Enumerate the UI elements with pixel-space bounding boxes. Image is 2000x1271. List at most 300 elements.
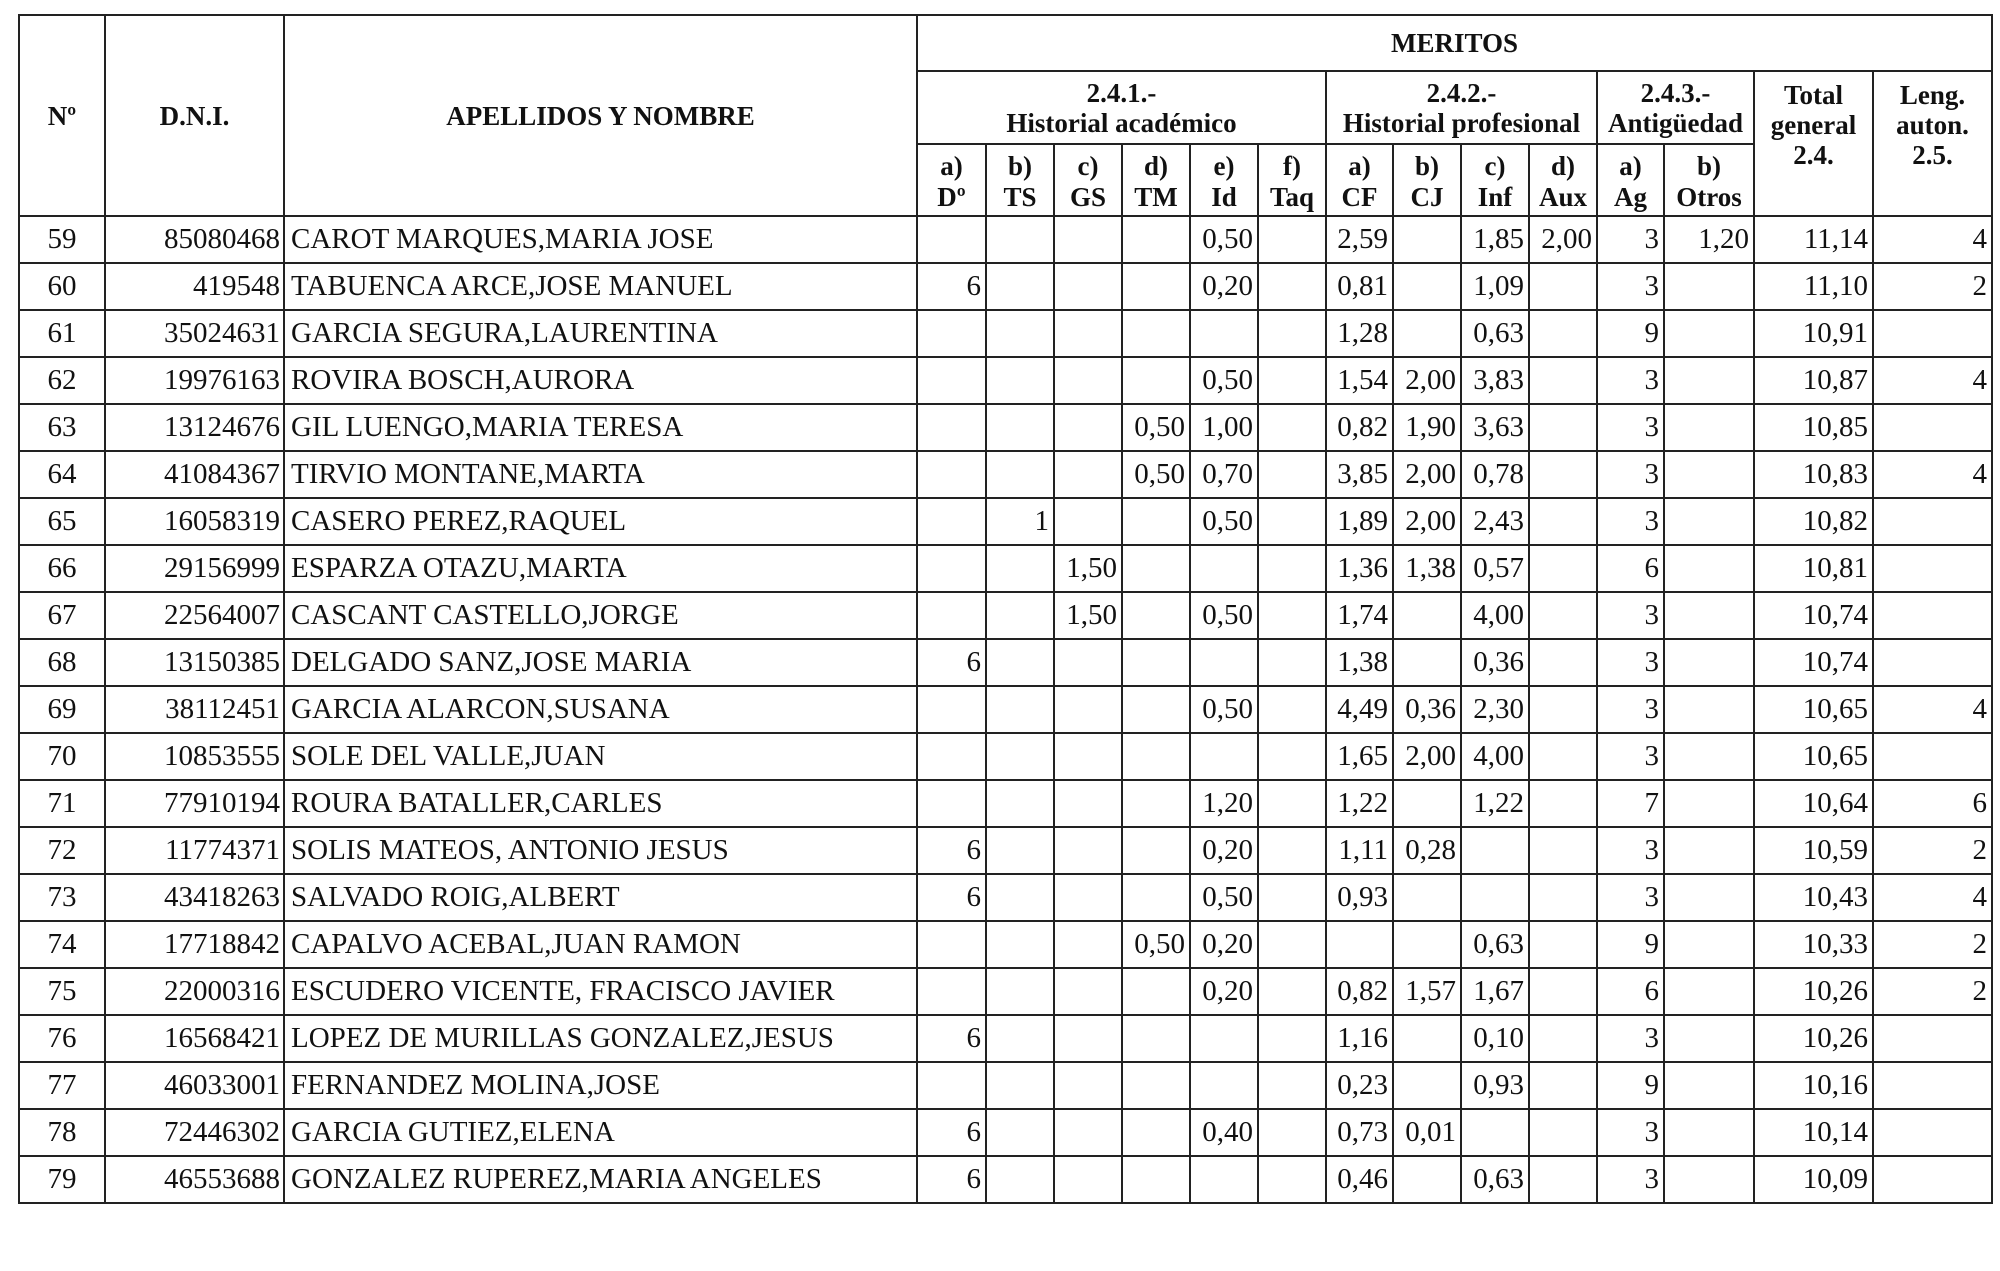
- leng-line-2: auton.: [1896, 110, 1969, 140]
- cell-merit: [1664, 921, 1754, 968]
- table-row: [19, 639, 1992, 686]
- cell-merit: [1258, 733, 1326, 780]
- cell-merit: [1258, 545, 1326, 592]
- cell-merit: 3: [1597, 263, 1664, 310]
- cell-merit: 3,85: [1326, 451, 1393, 498]
- cell-merit: 2,00: [1529, 216, 1597, 263]
- cell-dni: 22564007: [105, 592, 284, 639]
- cell-merit: [1393, 592, 1461, 639]
- cell-merit: [1529, 451, 1597, 498]
- cell-merit: 4,49: [1326, 686, 1393, 733]
- cell-merit: [986, 451, 1054, 498]
- cell-total: 10,64: [1754, 780, 1873, 827]
- cell-merit: [1393, 1156, 1461, 1203]
- cell-merit: 6: [1597, 545, 1664, 592]
- cell-merit: [1529, 874, 1597, 921]
- cell-num: 79: [19, 1156, 105, 1203]
- cell-merit: [1529, 404, 1597, 451]
- cell-merit: [1529, 733, 1597, 780]
- cell-merit: 0,01: [1393, 1109, 1461, 1156]
- cell-merit: 6: [917, 874, 986, 921]
- cell-merit: [1122, 1015, 1190, 1062]
- cell-merit: [1258, 404, 1326, 451]
- cell-merit: 3,63: [1461, 404, 1529, 451]
- cell-total: 10,91: [1754, 310, 1873, 357]
- cell-dni: 16058319: [105, 498, 284, 545]
- cell-merit: [1258, 1015, 1326, 1062]
- cell-leng: [1873, 1109, 1992, 1156]
- group2-code: 2.4.2.-: [1426, 77, 1497, 108]
- cell-merit: [1258, 921, 1326, 968]
- subheader-col: d) Aux: [1529, 144, 1597, 216]
- cell-merit: [917, 545, 986, 592]
- cell-merit: [1054, 498, 1122, 545]
- cell-merit: 1,22: [1326, 780, 1393, 827]
- cell-num: 67: [19, 592, 105, 639]
- leng-line-1: Leng.: [1899, 80, 1966, 110]
- cell-merit: 0,20: [1190, 921, 1258, 968]
- cell-merit: [1054, 1062, 1122, 1109]
- cell-dni: 43418263: [105, 874, 284, 921]
- cell-merit: [986, 310, 1054, 357]
- cell-leng: [1873, 498, 1992, 545]
- group3-code: 2.4.3.-: [1640, 77, 1711, 108]
- cell-dni: 46553688: [105, 1156, 284, 1203]
- cell-merit: [1054, 357, 1122, 404]
- cell-merit: [1393, 1062, 1461, 1109]
- cell-merit: [1393, 310, 1461, 357]
- table-row: [19, 874, 1992, 921]
- cell-merit: [1122, 1109, 1190, 1156]
- cell-merit: 1,20: [1190, 780, 1258, 827]
- cell-merit: [1393, 780, 1461, 827]
- cell-merit: 0,20: [1190, 263, 1258, 310]
- cell-name: LOPEZ DE MURILLAS GONZALEZ,JESUS: [284, 1015, 917, 1062]
- cell-merit: [1122, 968, 1190, 1015]
- cell-merit: [1529, 968, 1597, 1015]
- cell-merit: [1122, 780, 1190, 827]
- cell-merit: [986, 263, 1054, 310]
- cell-total: 10,09: [1754, 1156, 1873, 1203]
- cell-merit: 3,83: [1461, 357, 1529, 404]
- subheader-col: c) Inf: [1461, 144, 1529, 216]
- cell-leng: [1873, 639, 1992, 686]
- cell-merit: [1054, 921, 1122, 968]
- cell-leng: 4: [1873, 874, 1992, 921]
- cell-leng: 4: [1873, 686, 1992, 733]
- cell-merit: 6: [917, 827, 986, 874]
- cell-merit: 1,50: [1054, 592, 1122, 639]
- cell-merit: 3: [1597, 357, 1664, 404]
- cell-total: 10,74: [1754, 639, 1873, 686]
- cell-name: CAPALVO ACEBAL,JUAN RAMON: [284, 921, 917, 968]
- cell-merit: [917, 357, 986, 404]
- cell-merit: [1664, 451, 1754, 498]
- cell-merit: [1529, 545, 1597, 592]
- cell-merit: 4,00: [1461, 733, 1529, 780]
- cell-merit: 6: [917, 1015, 986, 1062]
- subheader-col: a) Dº: [917, 144, 986, 216]
- cell-merit: [986, 545, 1054, 592]
- table-row: [19, 592, 1992, 639]
- cell-merit: 6: [917, 1109, 986, 1156]
- cell-merit: [986, 874, 1054, 921]
- cell-merit: 1,20: [1664, 216, 1754, 263]
- cell-merit: [1190, 310, 1258, 357]
- cell-name: SALVADO ROIG,ALBERT: [284, 874, 917, 921]
- cell-merit: 6: [917, 263, 986, 310]
- cell-num: 73: [19, 874, 105, 921]
- cell-merit: [986, 1156, 1054, 1203]
- total-line-2: general: [1770, 110, 1857, 140]
- cell-merit: 3: [1597, 827, 1664, 874]
- cell-merit: 0,50: [1190, 498, 1258, 545]
- cell-merit: [1393, 1015, 1461, 1062]
- table-row: [19, 545, 1992, 592]
- cell-merit: 0,36: [1461, 639, 1529, 686]
- cell-merit: 0,50: [1190, 592, 1258, 639]
- header-dni: D.N.I.: [105, 15, 284, 216]
- cell-num: 59: [19, 216, 105, 263]
- cell-merit: [1664, 968, 1754, 1015]
- table-row: [19, 498, 1992, 545]
- cell-leng: [1873, 1062, 1992, 1109]
- table-row: [19, 310, 1992, 357]
- cell-merit: 1,90: [1393, 404, 1461, 451]
- subheader-col: c) GS: [1054, 144, 1122, 216]
- cell-dni: 13150385: [105, 639, 284, 686]
- cell-merit: [1258, 357, 1326, 404]
- cell-merit: [1529, 780, 1597, 827]
- cell-merit: [1122, 357, 1190, 404]
- cell-num: 77: [19, 1062, 105, 1109]
- cell-merit: [1054, 310, 1122, 357]
- cell-merit: 0,93: [1326, 874, 1393, 921]
- cell-merit: [1122, 1062, 1190, 1109]
- cell-merit: [1054, 1015, 1122, 1062]
- cell-total: 10,87: [1754, 357, 1873, 404]
- cell-merit: 6: [1597, 968, 1664, 1015]
- cell-merit: [986, 639, 1054, 686]
- cell-merit: 0,23: [1326, 1062, 1393, 1109]
- cell-merit: 1,11: [1326, 827, 1393, 874]
- cell-merit: 3: [1597, 874, 1664, 921]
- table-body: [19, 216, 1992, 1203]
- cell-merit: [1122, 263, 1190, 310]
- cell-merit: 3: [1597, 404, 1664, 451]
- cell-name: CASCANT CASTELLO,JORGE: [284, 592, 917, 639]
- cell-merit: 4,00: [1461, 592, 1529, 639]
- cell-merit: 0,50: [1122, 404, 1190, 451]
- cell-total: 11,14: [1754, 216, 1873, 263]
- cell-merit: 2,00: [1393, 498, 1461, 545]
- cell-total: 10,83: [1754, 451, 1873, 498]
- cell-merit: [1326, 921, 1393, 968]
- subheader-col: a) CF: [1326, 144, 1393, 216]
- cell-merit: [1529, 921, 1597, 968]
- leng-line-3: 2.5.: [1912, 140, 1953, 170]
- table-row: [19, 1156, 1992, 1203]
- cell-merit: [1054, 451, 1122, 498]
- cell-dni: 13124676: [105, 404, 284, 451]
- cell-merit: [1664, 545, 1754, 592]
- cell-merit: [1258, 1156, 1326, 1203]
- cell-merit: [1122, 827, 1190, 874]
- cell-merit: [917, 1062, 986, 1109]
- cell-merit: 0,93: [1461, 1062, 1529, 1109]
- table-row: [19, 1015, 1992, 1062]
- cell-merit: 1,65: [1326, 733, 1393, 780]
- cell-merit: 3: [1597, 592, 1664, 639]
- header-group-historial-profesional: [1326, 71, 1597, 144]
- cell-dni: 16568421: [105, 1015, 284, 1062]
- cell-merit: 3: [1597, 498, 1664, 545]
- cell-merit: [1529, 592, 1597, 639]
- cell-merit: 1,74: [1326, 592, 1393, 639]
- cell-dni: 11774371: [105, 827, 284, 874]
- cell-merit: 1,50: [1054, 545, 1122, 592]
- cell-merit: 3: [1597, 1015, 1664, 1062]
- cell-merit: [986, 733, 1054, 780]
- cell-merit: 1,57: [1393, 968, 1461, 1015]
- header-name: APELLIDOS Y NOMBRE: [284, 15, 917, 216]
- cell-merit: [1461, 874, 1529, 921]
- cell-merit: [1529, 357, 1597, 404]
- group1-name: Historial académico: [1006, 107, 1237, 138]
- cell-dni: 38112451: [105, 686, 284, 733]
- cell-merit: [986, 780, 1054, 827]
- cell-merit: [1258, 1062, 1326, 1109]
- cell-leng: [1873, 733, 1992, 780]
- cell-merit: [917, 733, 986, 780]
- cell-merit: 6: [917, 1156, 986, 1203]
- cell-total: 10,82: [1754, 498, 1873, 545]
- cell-merit: [1529, 686, 1597, 733]
- cell-merit: [1054, 639, 1122, 686]
- cell-merit: 3: [1597, 733, 1664, 780]
- cell-total: 10,65: [1754, 686, 1873, 733]
- cell-name: SOLIS MATEOS, ANTONIO JESUS: [284, 827, 917, 874]
- cell-merit: [986, 404, 1054, 451]
- cell-merit: [1122, 310, 1190, 357]
- cell-merit: [1664, 310, 1754, 357]
- cell-merit: [1122, 498, 1190, 545]
- cell-merit: [1529, 639, 1597, 686]
- cell-name: GARCIA ALARCON,SUSANA: [284, 686, 917, 733]
- cell-merit: 0,78: [1461, 451, 1529, 498]
- header-num: Nº: [19, 15, 105, 216]
- cell-total: 10,26: [1754, 1015, 1873, 1062]
- group2-name: Historial profesional: [1342, 107, 1581, 138]
- cell-merit: [986, 968, 1054, 1015]
- cell-merit: [1258, 1109, 1326, 1156]
- cell-merit: [1664, 357, 1754, 404]
- header-group-antiguedad: [1597, 71, 1754, 144]
- cell-merit: 0,36: [1393, 686, 1461, 733]
- cell-merit: 0,46: [1326, 1156, 1393, 1203]
- cell-merit: 0,20: [1190, 827, 1258, 874]
- cell-merit: 1,38: [1393, 545, 1461, 592]
- cell-merit: [1529, 263, 1597, 310]
- cell-merit: [1393, 263, 1461, 310]
- cell-merit: 1,54: [1326, 357, 1393, 404]
- cell-merit: [1258, 216, 1326, 263]
- cell-num: 76: [19, 1015, 105, 1062]
- merits-table: [18, 14, 1993, 1204]
- cell-merit: [1054, 263, 1122, 310]
- total-line-3: 2.4.: [1793, 140, 1834, 170]
- table-row: [19, 1062, 1992, 1109]
- cell-merit: 0,70: [1190, 451, 1258, 498]
- total-line-1: Total: [1783, 80, 1844, 110]
- cell-merit: [1258, 451, 1326, 498]
- cell-merit: [1258, 874, 1326, 921]
- subheader-col: a) Ag: [1597, 144, 1664, 216]
- cell-name: TIRVIO MONTANE,MARTA: [284, 451, 917, 498]
- cell-merit: [917, 451, 986, 498]
- cell-total: 11,10: [1754, 263, 1873, 310]
- subheader-col: d) TM: [1122, 144, 1190, 216]
- cell-num: 68: [19, 639, 105, 686]
- cell-merit: [1664, 498, 1754, 545]
- cell-dni: 35024631: [105, 310, 284, 357]
- cell-merit: [1529, 1062, 1597, 1109]
- cell-num: 61: [19, 310, 105, 357]
- cell-merit: 0,82: [1326, 404, 1393, 451]
- cell-merit: 1,36: [1326, 545, 1393, 592]
- results-sheet: [18, 14, 1993, 1204]
- cell-merit: [986, 357, 1054, 404]
- table-row: [19, 968, 1992, 1015]
- cell-merit: [1190, 1062, 1258, 1109]
- cell-num: 74: [19, 921, 105, 968]
- cell-merit: [1393, 639, 1461, 686]
- cell-merit: [1664, 639, 1754, 686]
- cell-merit: [917, 592, 986, 639]
- cell-merit: [1258, 310, 1326, 357]
- cell-num: 75: [19, 968, 105, 1015]
- header-total-general: [1754, 71, 1873, 216]
- cell-merit: 0,50: [1190, 686, 1258, 733]
- cell-merit: [1529, 498, 1597, 545]
- cell-merit: [1258, 263, 1326, 310]
- cell-merit: [1529, 1156, 1597, 1203]
- cell-merit: 3: [1597, 1156, 1664, 1203]
- cell-leng: [1873, 310, 1992, 357]
- cell-num: 71: [19, 780, 105, 827]
- cell-leng: 2: [1873, 921, 1992, 968]
- group3-name: Antigüedad: [1607, 107, 1744, 138]
- cell-merit: [1190, 639, 1258, 686]
- cell-merit: [1122, 216, 1190, 263]
- cell-merit: [1054, 780, 1122, 827]
- cell-merit: [917, 686, 986, 733]
- cell-merit: [1529, 1109, 1597, 1156]
- cell-num: 64: [19, 451, 105, 498]
- cell-num: 63: [19, 404, 105, 451]
- cell-merit: [917, 968, 986, 1015]
- cell-merit: 0,20: [1190, 968, 1258, 1015]
- cell-total: 10,16: [1754, 1062, 1873, 1109]
- cell-total: 10,65: [1754, 733, 1873, 780]
- cell-merit: [1461, 827, 1529, 874]
- cell-merit: [1122, 545, 1190, 592]
- cell-merit: 9: [1597, 310, 1664, 357]
- cell-dni: 10853555: [105, 733, 284, 780]
- cell-name: ESCUDERO VICENTE, FRACISCO JAVIER: [284, 968, 917, 1015]
- cell-merit: [986, 686, 1054, 733]
- cell-merit: 3: [1597, 1109, 1664, 1156]
- subheader-col: b) TS: [986, 144, 1054, 216]
- cell-merit: 1,38: [1326, 639, 1393, 686]
- cell-merit: 1,09: [1461, 263, 1529, 310]
- cell-name: SOLE DEL VALLE,JUAN: [284, 733, 917, 780]
- table-row: [19, 357, 1992, 404]
- subheader-col: e) Id: [1190, 144, 1258, 216]
- cell-dni: 22000316: [105, 968, 284, 1015]
- cell-num: 60: [19, 263, 105, 310]
- cell-total: 10,81: [1754, 545, 1873, 592]
- cell-merit: [1054, 733, 1122, 780]
- cell-dni: 85080468: [105, 216, 284, 263]
- cell-dni: 77910194: [105, 780, 284, 827]
- cell-merit: 9: [1597, 1062, 1664, 1109]
- cell-dni: 17718842: [105, 921, 284, 968]
- cell-merit: 0,50: [1190, 357, 1258, 404]
- cell-num: 70: [19, 733, 105, 780]
- cell-name: ROVIRA BOSCH,AURORA: [284, 357, 917, 404]
- cell-leng: 6: [1873, 780, 1992, 827]
- table-row: [19, 686, 1992, 733]
- cell-merit: [986, 1109, 1054, 1156]
- cell-dni: 46033001: [105, 1062, 284, 1109]
- cell-merit: [1258, 686, 1326, 733]
- cell-merit: 3: [1597, 451, 1664, 498]
- cell-merit: [1664, 404, 1754, 451]
- cell-merit: [1190, 1156, 1258, 1203]
- cell-num: 69: [19, 686, 105, 733]
- cell-merit: [917, 310, 986, 357]
- cell-merit: 2,00: [1393, 733, 1461, 780]
- table-row: [19, 780, 1992, 827]
- cell-name: DELGADO SANZ,JOSE MARIA: [284, 639, 917, 686]
- cell-merit: [1664, 874, 1754, 921]
- cell-merit: 1,85: [1461, 216, 1529, 263]
- cell-merit: [1122, 686, 1190, 733]
- cell-merit: [1258, 780, 1326, 827]
- cell-merit: [1122, 733, 1190, 780]
- cell-merit: [986, 827, 1054, 874]
- cell-merit: [1664, 780, 1754, 827]
- cell-merit: [986, 1015, 1054, 1062]
- table-row: [19, 1109, 1992, 1156]
- cell-name: ESPARZA OTAZU,MARTA: [284, 545, 917, 592]
- cell-merit: [1664, 686, 1754, 733]
- cell-merit: [1054, 216, 1122, 263]
- cell-merit: [1393, 874, 1461, 921]
- cell-num: 65: [19, 498, 105, 545]
- cell-merit: [1054, 1109, 1122, 1156]
- subheader-col: b) Otros: [1664, 144, 1754, 216]
- cell-leng: [1873, 1015, 1992, 1062]
- cell-merit: [1664, 1015, 1754, 1062]
- cell-num: 72: [19, 827, 105, 874]
- cell-merit: 7: [1597, 780, 1664, 827]
- cell-merit: [1054, 968, 1122, 1015]
- cell-merit: [1664, 1156, 1754, 1203]
- cell-name: GONZALEZ RUPEREZ,MARIA ANGELES: [284, 1156, 917, 1203]
- cell-dni: 29156999: [105, 545, 284, 592]
